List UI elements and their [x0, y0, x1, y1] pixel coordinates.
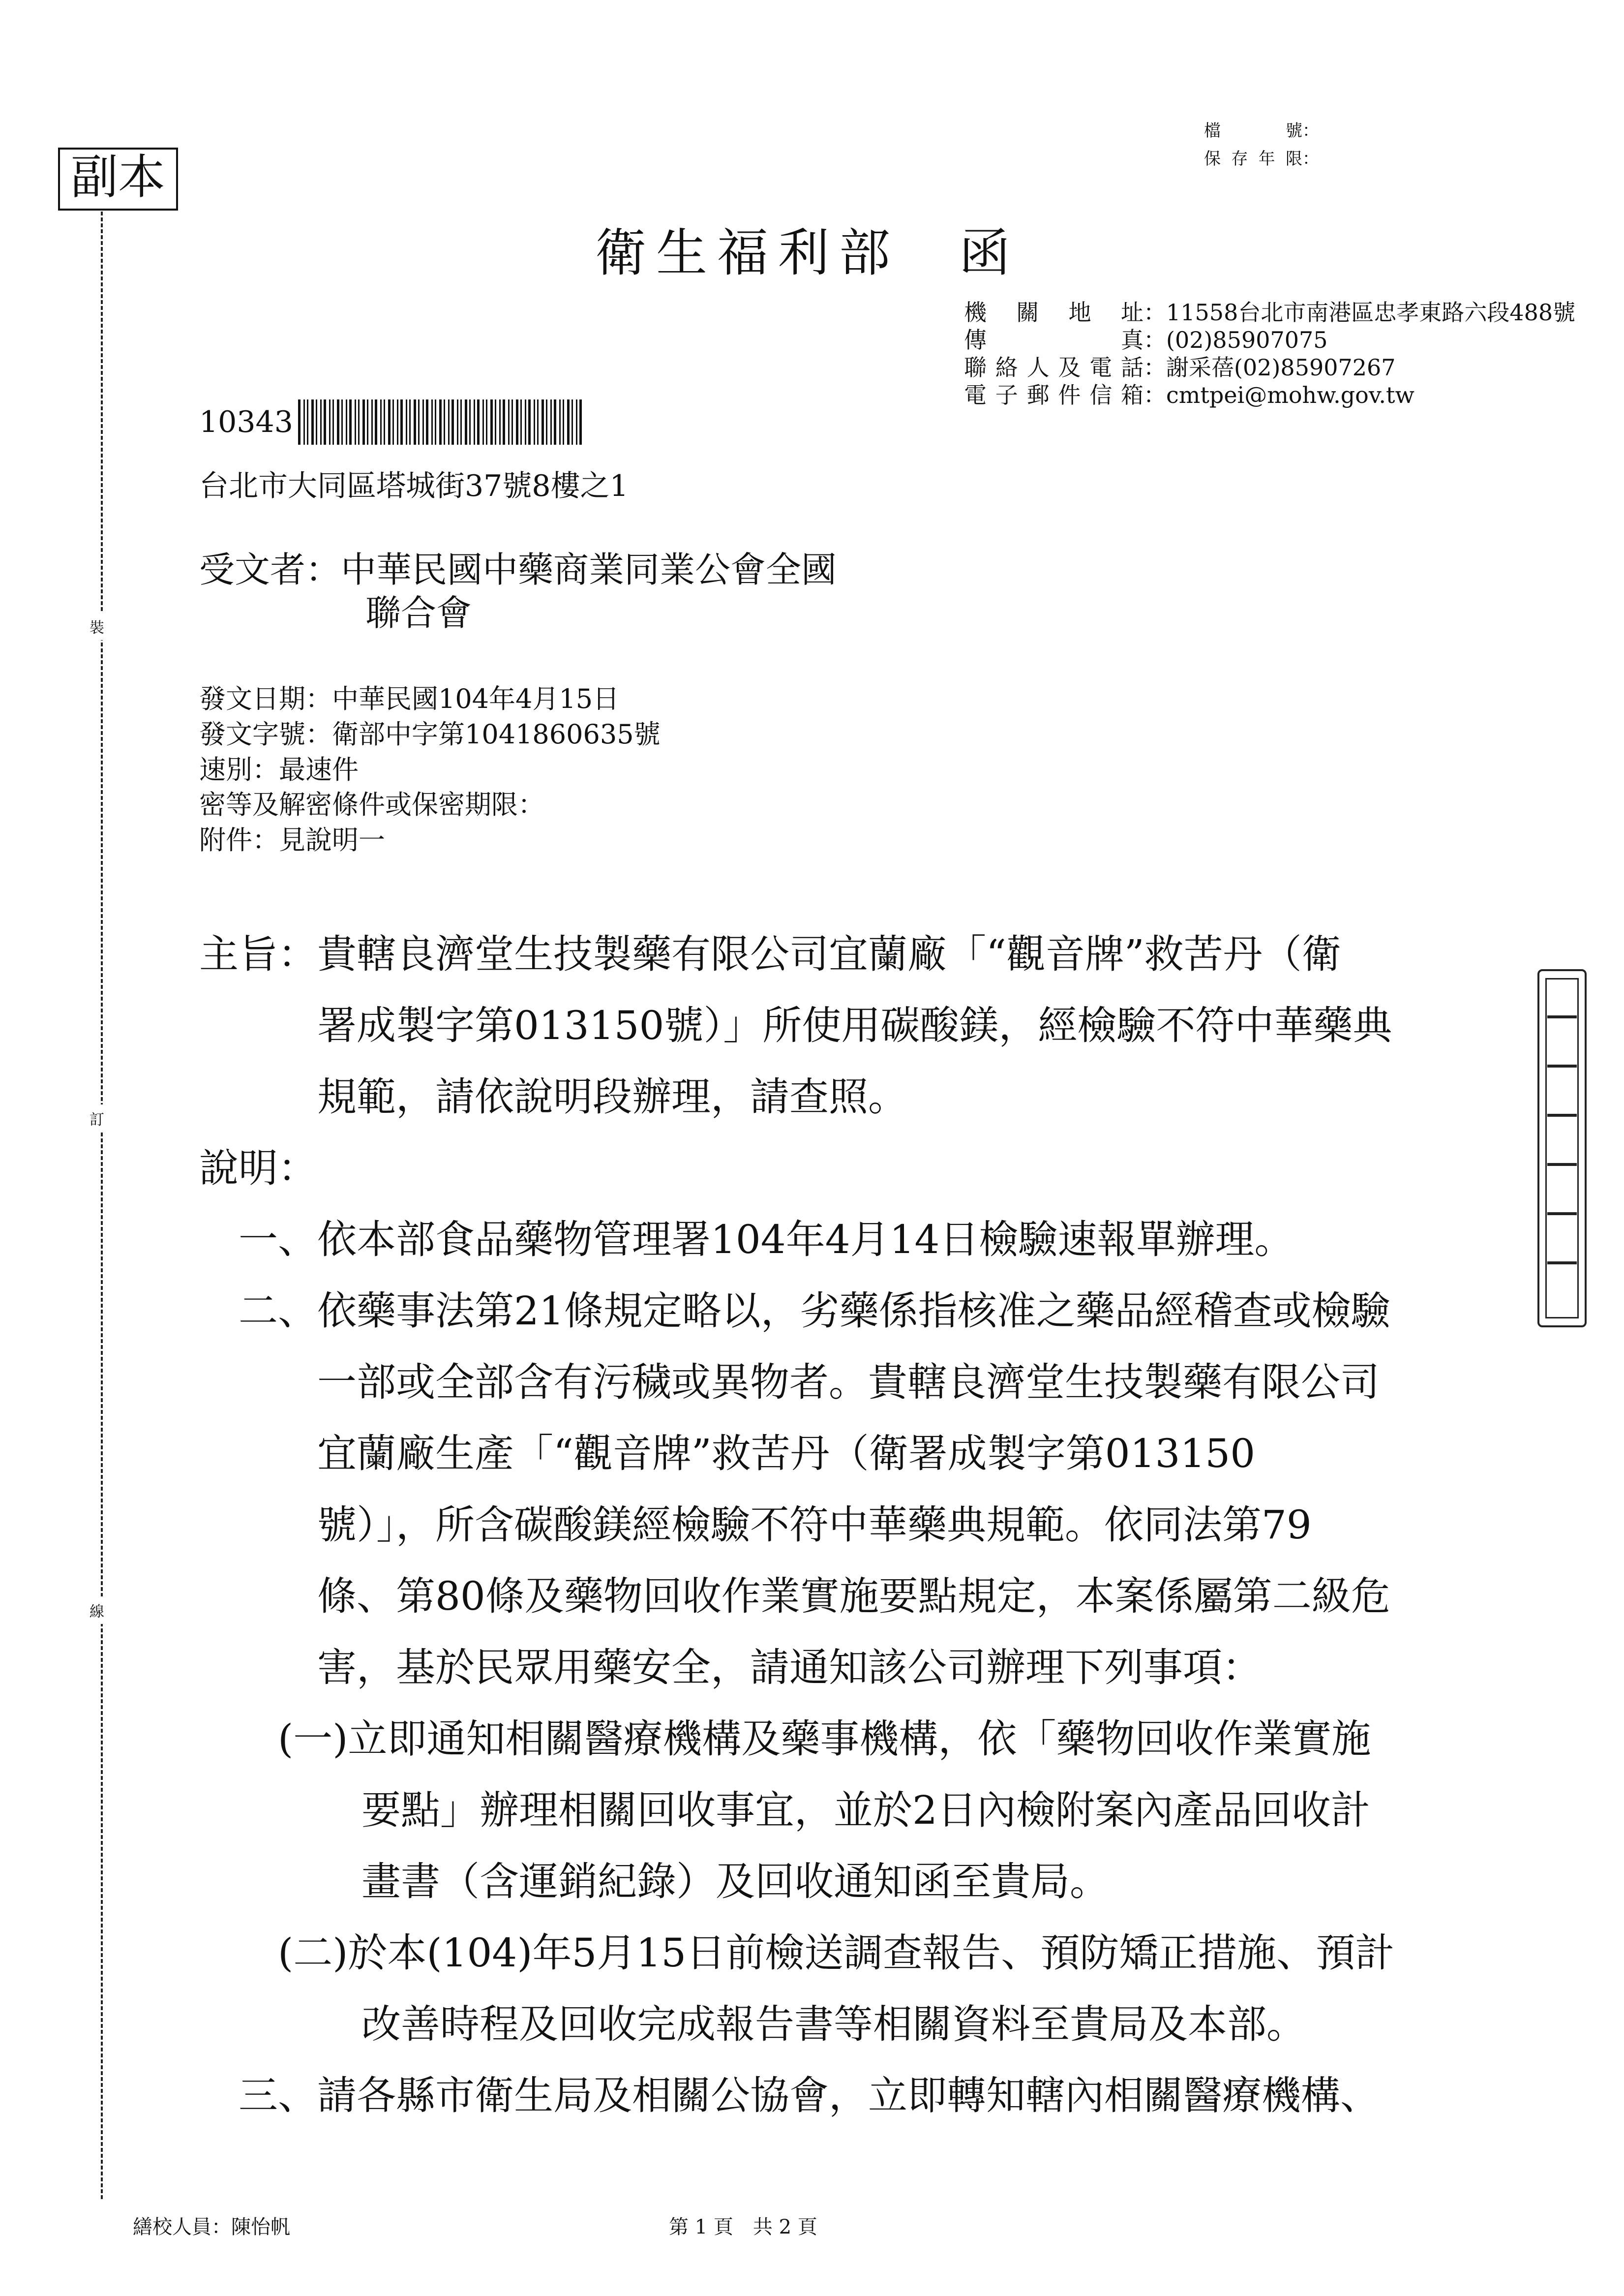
issuing-agency: 衛生福利部	[595, 223, 901, 283]
subitem-1-line-2: 要點」辦理相關回收事宜，並於2日內檢附案內產品回收計	[361, 1787, 1370, 1833]
seal-frame	[1545, 978, 1579, 1318]
subject-line-2: 署成製字第013150號）」所使用碳酸鎂，經檢驗不符中華藥典	[317, 1003, 1392, 1048]
item-3-line-1: 三、請各縣市衛生局及相關公協會，立即轉知轄內相關醫療機構、	[239, 2073, 1380, 2118]
item-2-line-1: 二、依藥事法第21條規定略以，劣藥係指核准之藥品經稽查或檢驗	[239, 1288, 1390, 1334]
postal-barcode-row	[199, 399, 583, 445]
subject-line-1: 主旨：貴轄良濟堂生技製藥有限公司宜蘭廠「“觀音牌”救苦丹（衛	[199, 931, 1341, 977]
confidentiality: 密等及解密條件或保密期限：	[199, 789, 544, 821]
retention-field: 保存年限：	[1204, 145, 1319, 169]
subject-line-3: 規範，請依說明段辦理，請查照。	[317, 1074, 907, 1120]
binding-line	[101, 212, 103, 2199]
agency-fax: 傳真：(02)85907075	[964, 327, 1328, 353]
item-1: 一、依本部食品藥物管理署104年4月14日檢驗速報單辦理。	[239, 1217, 1294, 1262]
item-2-line-6: 害，基於民眾用藥安全，請通知該公司辦理下列事項：	[317, 1645, 1262, 1690]
document-number: 發文字號：衛部中字第1041860635號	[199, 718, 661, 750]
subitem-2-line-1: (二)於本(104)年5月15日前檢送調查報告、預防矯正措施、預計	[278, 1930, 1395, 1976]
binding-mark-zhuang: 裝	[90, 612, 104, 640]
agency-contact: 聯絡人及電話：謝采蓓(02)85907267	[964, 354, 1396, 381]
document-info	[199, 681, 661, 858]
agency-email: 電子郵件信箱：cmtpei@mohw.gov.tw	[964, 382, 1414, 408]
item-2-line-2: 一部或全部含有污穢或異物者。貴轄良濟堂生技製藥有限公司	[317, 1359, 1380, 1405]
subitem-2-line-2: 改善時程及回收完成報告書等相關資料至貴局及本部。	[361, 2001, 1306, 2047]
recipient-label: 受文者：	[199, 549, 341, 590]
page-number: 第 1 頁 共 2 頁	[669, 2216, 817, 2238]
recipient	[199, 549, 837, 635]
postal-code: 10343	[199, 405, 293, 439]
item-2-line-4: 號）」，所含碳酸鎂經檢驗不符中華藥典規範。依同法第79	[317, 1502, 1312, 1548]
issue-date: 發文日期：中華民國104年4月15日	[199, 683, 620, 714]
official-seal	[1537, 969, 1587, 1327]
binding-mark-xian: 線	[90, 1596, 104, 1624]
file-number-field: 檔號：	[1204, 117, 1319, 141]
file-number-label: 檔號	[1204, 121, 1302, 141]
attachment: 附件：見說明一	[199, 825, 385, 856]
subitem-1-line-1: (一)立即通知相關醫療機構及藥事機構，依「藥物回收作業實施	[278, 1716, 1371, 1762]
urgency: 速別：最速件	[199, 754, 359, 785]
item-2-line-5: 條、第80條及藥物回收作業實施要點規定，本案係屬第二級危	[317, 1573, 1390, 1619]
recipient-name-line2: 聯合會	[365, 592, 472, 634]
explanation-heading: 說明：	[199, 1145, 317, 1191]
recipient-name-line1: 中華民國中藥商業同業公會全國	[341, 549, 837, 590]
recipient-address: 台北市大同區塔城街37號8樓之1	[199, 469, 629, 503]
document-type: 函	[959, 223, 1021, 283]
agency-address: 機關地址：11558台北市南港區忠孝東路六段488號	[964, 299, 1576, 326]
proofreader: 繕校人員：陳怡帆	[133, 2216, 290, 2238]
retention-label: 保存年限	[1204, 149, 1302, 169]
postal-barcode	[298, 399, 583, 445]
binding-mark-ding: 訂	[90, 1104, 104, 1132]
document-title	[595, 212, 1020, 285]
subitem-1-line-3: 畫書（含運銷紀錄）及回收通知函至貴局。	[361, 1859, 1109, 1904]
copy-stamp: 副本	[58, 148, 178, 211]
item-2-line-3: 宜蘭廠生產「“觀音牌”救苦丹（衛署成製字第013150	[317, 1431, 1256, 1476]
